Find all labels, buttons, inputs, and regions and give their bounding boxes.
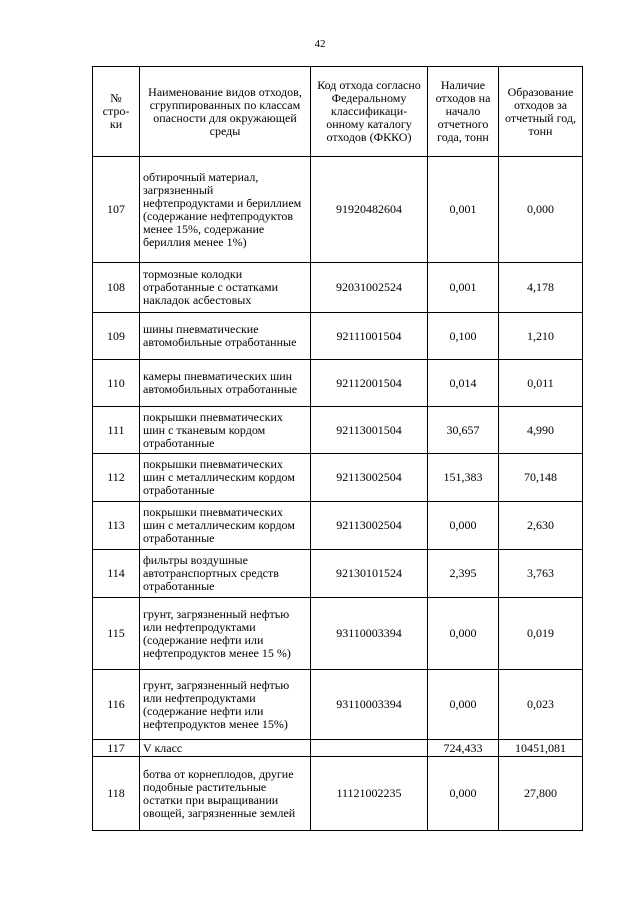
row-number: 113 [93, 502, 140, 550]
generated: 0,019 [499, 598, 583, 670]
stock-start: 2,395 [428, 550, 499, 598]
generated: 0,000 [499, 157, 583, 263]
table-row [93, 360, 583, 407]
table-row [93, 757, 583, 831]
waste-table [92, 66, 583, 831]
page-number: 42 [314, 38, 326, 50]
generated: 4,990 [499, 407, 583, 454]
fkko-code: 93110003394 [311, 670, 428, 740]
table-row [93, 502, 583, 550]
class-summary-row [93, 740, 583, 757]
row-number: 108 [93, 263, 140, 313]
row-number: 107 [93, 157, 140, 263]
fkko-code: 92130101524 [311, 550, 428, 598]
generated: 0,023 [499, 670, 583, 740]
fkko-code: 92111001504 [311, 313, 428, 360]
header-generated: Образование отходов за отчетный год, тонн [499, 67, 583, 157]
generated: 10451,081 [499, 740, 583, 757]
waste-name: грунт, загрязненный нефтью или нефтепродуктами (содержание нефти или нефтепродуктов менее 15%) [140, 670, 311, 740]
fkko-code: 11121002235 [311, 757, 428, 831]
header-fkko-code: Код отхода согласно Федеральному классификаци- онному каталогу отходов (ФККО) [311, 67, 428, 157]
stock-start: 0,000 [428, 757, 499, 831]
waste-name: фильтры воздушные автотранспортных средств отработанные [140, 550, 311, 598]
row-number: 117 [93, 740, 140, 757]
header-stock-start: Наличие отходов на начало отчетного года, тонн [428, 67, 499, 157]
header-row [93, 67, 583, 157]
generated: 4,178 [499, 263, 583, 313]
fkko-code [311, 740, 428, 757]
table-row [93, 598, 583, 670]
waste-name: покрышки пневматических шин с тканевым кордом отработанные [140, 407, 311, 454]
table-row [93, 263, 583, 313]
generated: 1,210 [499, 313, 583, 360]
waste-name: грунт, загрязненный нефтью или нефтепродуктами (содержание нефти или нефтепродуктов менее 15 %) [140, 598, 311, 670]
table-row [93, 550, 583, 598]
generated: 70,148 [499, 454, 583, 502]
row-number: 109 [93, 313, 140, 360]
waste-name: камеры пневматических шин автомобильных отработанные [140, 360, 311, 407]
fkko-code: 91920482604 [311, 157, 428, 263]
table-row [93, 407, 583, 454]
generated: 3,763 [499, 550, 583, 598]
waste-name: покрышки пневматических шин с металлическим кордом отработанные [140, 502, 311, 550]
row-number: 114 [93, 550, 140, 598]
waste-name: покрышки пневматических шин с металлическим кордом отработанные [140, 454, 311, 502]
stock-start: 0,001 [428, 157, 499, 263]
generated: 2,630 [499, 502, 583, 550]
row-number: 115 [93, 598, 140, 670]
waste-name: обтирочный материал, загрязненный нефтепродуктами и бериллием (содержание нефтепродуктов менее 15%, содержание бериллия менее 1%) [140, 157, 311, 263]
stock-start: 0,014 [428, 360, 499, 407]
table-row [93, 670, 583, 740]
stock-start: 0,000 [428, 598, 499, 670]
table-row [93, 454, 583, 502]
stock-start: 0,000 [428, 502, 499, 550]
generated: 27,800 [499, 757, 583, 831]
waste-name: шины пневматические автомобильные отработанные [140, 313, 311, 360]
fkko-code: 93110003394 [311, 598, 428, 670]
header-waste-name: Наименование видов отходов, сгруппированных по классам опасности для окружающей среды [140, 67, 311, 157]
fkko-code: 92113002504 [311, 502, 428, 550]
waste-name: V класс [140, 740, 311, 757]
fkko-code: 92031002524 [311, 263, 428, 313]
stock-start: 724,433 [428, 740, 499, 757]
stock-start: 151,383 [428, 454, 499, 502]
table-row [93, 157, 583, 263]
stock-start: 0,100 [428, 313, 499, 360]
stock-start: 30,657 [428, 407, 499, 454]
stock-start: 0,001 [428, 263, 499, 313]
waste-name: тормозные колодки отработанные с остатками накладок асбестовых [140, 263, 311, 313]
header-row-number: № стро- ки [93, 67, 140, 157]
row-number: 112 [93, 454, 140, 502]
row-number: 110 [93, 360, 140, 407]
fkko-code: 92113002504 [311, 454, 428, 502]
table-row [93, 313, 583, 360]
generated: 0,011 [499, 360, 583, 407]
row-number: 111 [93, 407, 140, 454]
row-number: 118 [93, 757, 140, 831]
stock-start: 0,000 [428, 670, 499, 740]
waste-name: ботва от корнеплодов, другие подобные растительные остатки при выращивании овощей, загрязненные землей [140, 757, 311, 831]
row-number: 116 [93, 670, 140, 740]
fkko-code: 92113001504 [311, 407, 428, 454]
fkko-code: 92112001504 [311, 360, 428, 407]
